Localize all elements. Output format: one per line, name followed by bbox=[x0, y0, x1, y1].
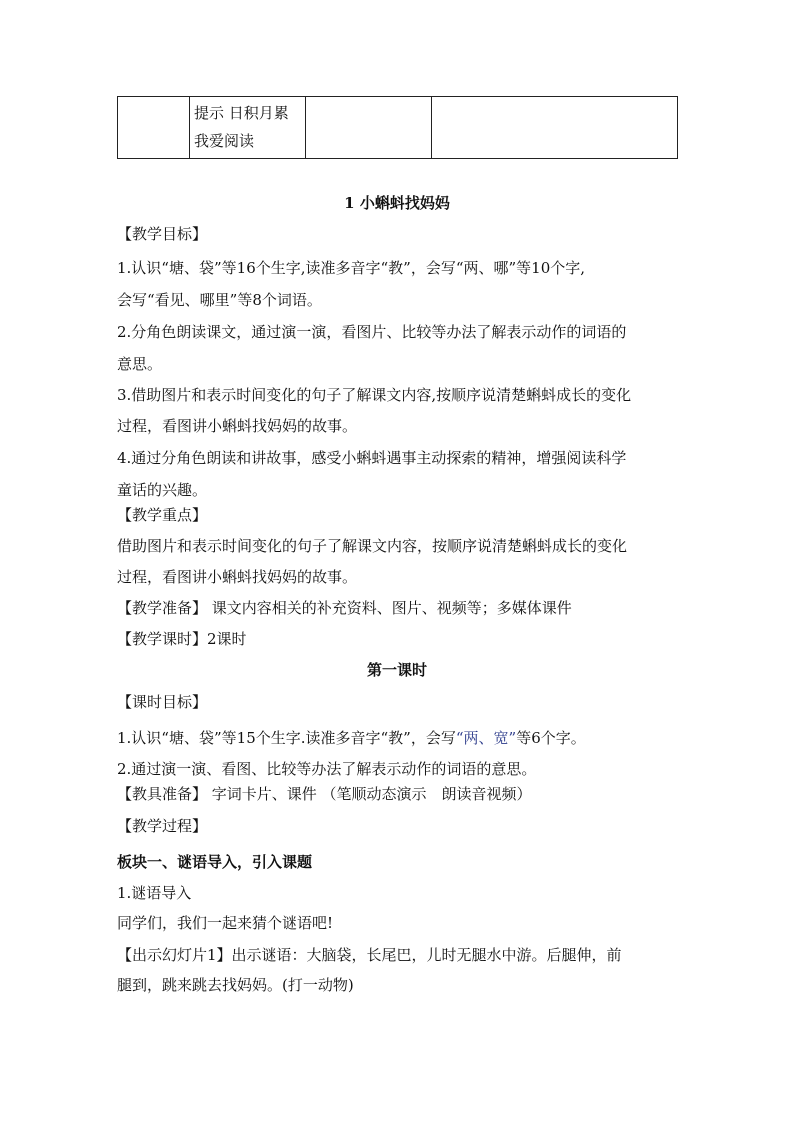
table-cell-empty bbox=[118, 97, 190, 159]
focus-line: 过程，看图讲小蝌蚪找妈妈的故事。 bbox=[117, 568, 358, 586]
goal-line: 2.分角色朗读课文，通过演一演，看图片、比较等办法了解表示动作的词语的 bbox=[117, 323, 627, 341]
goal-line: 会写“看见、哪里”等8个词语。 bbox=[117, 291, 322, 309]
hours-line: 【教学课时】2课时 bbox=[117, 630, 247, 648]
tools-line: 【教具准备】 字词卡片、课件 （笔顺动态演示 朗读音视频） bbox=[117, 785, 532, 803]
slide-text-line: 【出示幻灯片1】出示谜语：大脑袋，长尾巴，儿时无腿水中游。后腿伸，前 bbox=[117, 946, 622, 964]
focus-header: 【教学重点】 bbox=[117, 506, 208, 524]
goal-line: 童话的兴趣。 bbox=[117, 481, 208, 499]
goal-line: 4.通过分角色朗读和讲故事，感受小蝌蚪遇事主动探索的精神，增强阅读科学 bbox=[117, 449, 627, 467]
lesson-title: 1 小蝌蚪找妈妈 bbox=[344, 194, 450, 212]
goal-line: 3.借助图片和表示时间变化的句子了解课文内容,按顺序说清楚蝌蚪成长的变化 bbox=[117, 386, 632, 404]
period-goals-header: 【课时目标】 bbox=[117, 693, 208, 711]
focus-line: 借助图片和表示时间变化的句子了解课文内容，按顺序说清楚蝌蚪成长的变化 bbox=[117, 537, 628, 555]
period-goal-line bbox=[117, 727, 586, 748]
period-goal-highlight: “两、宽” bbox=[455, 729, 517, 747]
block-title: 板块一、谜语导入，引入课题 bbox=[117, 853, 313, 871]
goal-line: 意思。 bbox=[117, 355, 163, 373]
goal-line: 过程，看图讲小蝌蚪找妈妈的故事。 bbox=[117, 417, 358, 435]
step-text: 同学们，我们一起来猜个谜语吧! bbox=[117, 914, 334, 932]
goals-header: 【教学目标】 bbox=[117, 225, 208, 243]
process-header: 【教学过程】 bbox=[117, 817, 208, 835]
period-goal-text: 1.认识“塘、袋”等15个生字.读准多音字“教”，会写 bbox=[117, 729, 456, 747]
goal-line: 1.认识“塘、袋”等16个生字,读准多音字“教”，会写“两、哪”等10个字, bbox=[117, 259, 586, 277]
period-goal-line: 2.通过演一演、看图、比较等办法了解表示动作的词语的意思。 bbox=[117, 760, 537, 778]
step-title: 1.谜语导入 bbox=[117, 884, 192, 902]
table-row bbox=[118, 97, 678, 159]
prep-line: 【教学准备】 课文内容相关的补充资料、图片、视频等；多媒体课件 bbox=[117, 599, 572, 617]
table-cell-line: 我爱阅读 bbox=[194, 132, 255, 150]
table-cell-line: 提示 日积月累 bbox=[194, 104, 289, 122]
slide-text-line: 腿到，跳来跳去找妈妈。(打一动物) bbox=[117, 976, 354, 994]
table-cell-empty bbox=[306, 97, 432, 159]
table-cell-content bbox=[190, 97, 306, 159]
summary-table bbox=[117, 96, 678, 159]
table-cell-empty bbox=[432, 97, 678, 159]
period-goal-text: 等6个字。 bbox=[516, 729, 586, 747]
section-title: 第一课时 bbox=[366, 661, 427, 679]
